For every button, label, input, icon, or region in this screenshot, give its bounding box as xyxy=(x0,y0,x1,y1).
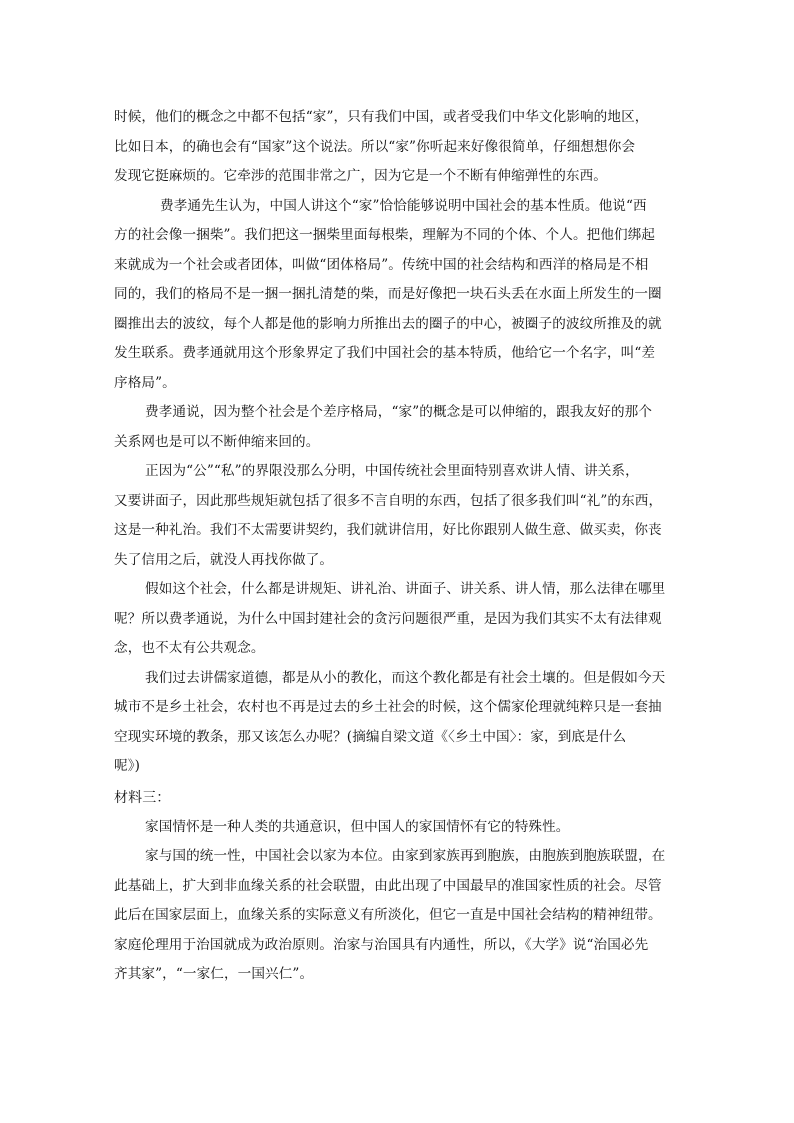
text-line: 发生联系。费孝通就用这个形象界定了我们中国社会的基本特质，他给它一个名字，叫“差 xyxy=(114,345,656,361)
paragraph-start-line: 正因为“公”“私”的界限没那么分明，中国传统社会里面特别喜欢讲人情、讲关系， xyxy=(145,463,639,479)
paragraph-start-line: 家与国的统一性，中国社会以家为本位。由家到家族再到胞族，由胞族到胞族联盟，在 xyxy=(145,848,666,864)
text-line: 序格局”。 xyxy=(114,374,176,391)
text-line: 发现它挺麻烦的。它牵涉的范围非常之广，因为它是一个不断有伸缩弹性的东西。 xyxy=(114,168,607,184)
text-line: 来就成为一个社会或者团体，叫做“团体格局”。传统中国的社会结构和西洋的格局是不相 xyxy=(114,256,649,273)
text-line: 失了信用之后，就没人再找你做了。 xyxy=(114,551,334,568)
text-line: 呢》) xyxy=(114,758,140,774)
text-line: 家庭伦理用于治国就成为政治原则。治家与治国具有内通性，所以，《大学》说“治国必先 xyxy=(114,936,649,953)
text-line: 此后在国家层面上，血缘关系的实际意义有所淡化，但它一直是中国社会结构的精神纽带。 xyxy=(114,907,662,923)
text-line: 时候，他们的概念之中都不包括“家”，只有我们中国，或者受我们中华文化影响的地区， xyxy=(114,109,649,125)
text-line: 齐其家”，“一家仁，一国兴仁”。 xyxy=(114,966,314,982)
text-line: 城市不是乡土社会，农村也不再是过去的乡土社会的时候，这个儒家伦理就纯粹只是一套抽 xyxy=(114,699,662,715)
text-line: 呢？所以费孝通说，为什么中国封建社会的贪污问题很严重，是因为我们其实不太有法律观 xyxy=(114,610,662,627)
text-line: 方的社会像一捆柴”。我们把这一捆柴里面每根柴，理解为不同的个体、个人。把他们绑起 xyxy=(114,227,656,243)
text-line: 圈推出去的波纹，每个人都是他的影响力所推出去的圈子的中心，被圈子的波纹所推及的就 xyxy=(114,315,662,332)
text-line: 比如日本，的确也会有“国家”这个说法。所以“家”你听起来好像很简单，仔细想想你会 xyxy=(114,138,636,155)
text-line: 空现实环境的教条，那又该怎么办呢？(摘编自梁文道《〈乡土中国〉：家，到底是什么 xyxy=(114,728,627,745)
text-line: 同的，我们的格局不是一捆一捆扎清楚的柴，而是好像把一块石头丢在水面上所发生的一圈 xyxy=(114,286,662,302)
paragraph-start-line: 假如这个社会，什么都是讲规矩、讲礼治、讲面子、讲关系、讲人情，那么法律在哪里 xyxy=(145,581,666,597)
document-body xyxy=(114,103,684,990)
text-line: 这是一种礼治。我们不太需要讲契约，我们就讲信用，好比你跟别人做生意、做买卖，你丧 xyxy=(114,522,662,538)
text-line: 又要讲面子，因此那些规矩就包括了很多不言自明的东西，包括了很多我们叫“礼”的东西， xyxy=(114,492,663,509)
paragraph-start-line: 我们过去讲儒家道德，都是从小的教化，而这个教化都是有社会土壤的。但是假如今天 xyxy=(145,669,666,686)
text-line: 念，也不太有公共观念。 xyxy=(114,640,265,656)
text-line: 关系网也是可以不断伸缩来回的。 xyxy=(114,433,320,450)
paragraph-start-line: 费孝通先生认为，中国人讲这个“家”恰恰能够说明中国社会的基本性质。他说“西 xyxy=(160,197,647,214)
text-line: 此基础上，扩大到非血缘关系的社会联盟，由此出现了中国最早的准国家性质的社会。尽管 xyxy=(114,877,662,894)
paragraph-start-line: 费孝通说，因为整个社会是个差序格局，“家”的概念是可以伸缩的，跟我友好的那个 xyxy=(145,404,653,420)
section-heading: 材料三： xyxy=(114,789,171,806)
paragraph-start-line: 家国情怀是一种人类的共通意识，但中国人的家国情怀有它的特殊性。 xyxy=(145,818,570,835)
